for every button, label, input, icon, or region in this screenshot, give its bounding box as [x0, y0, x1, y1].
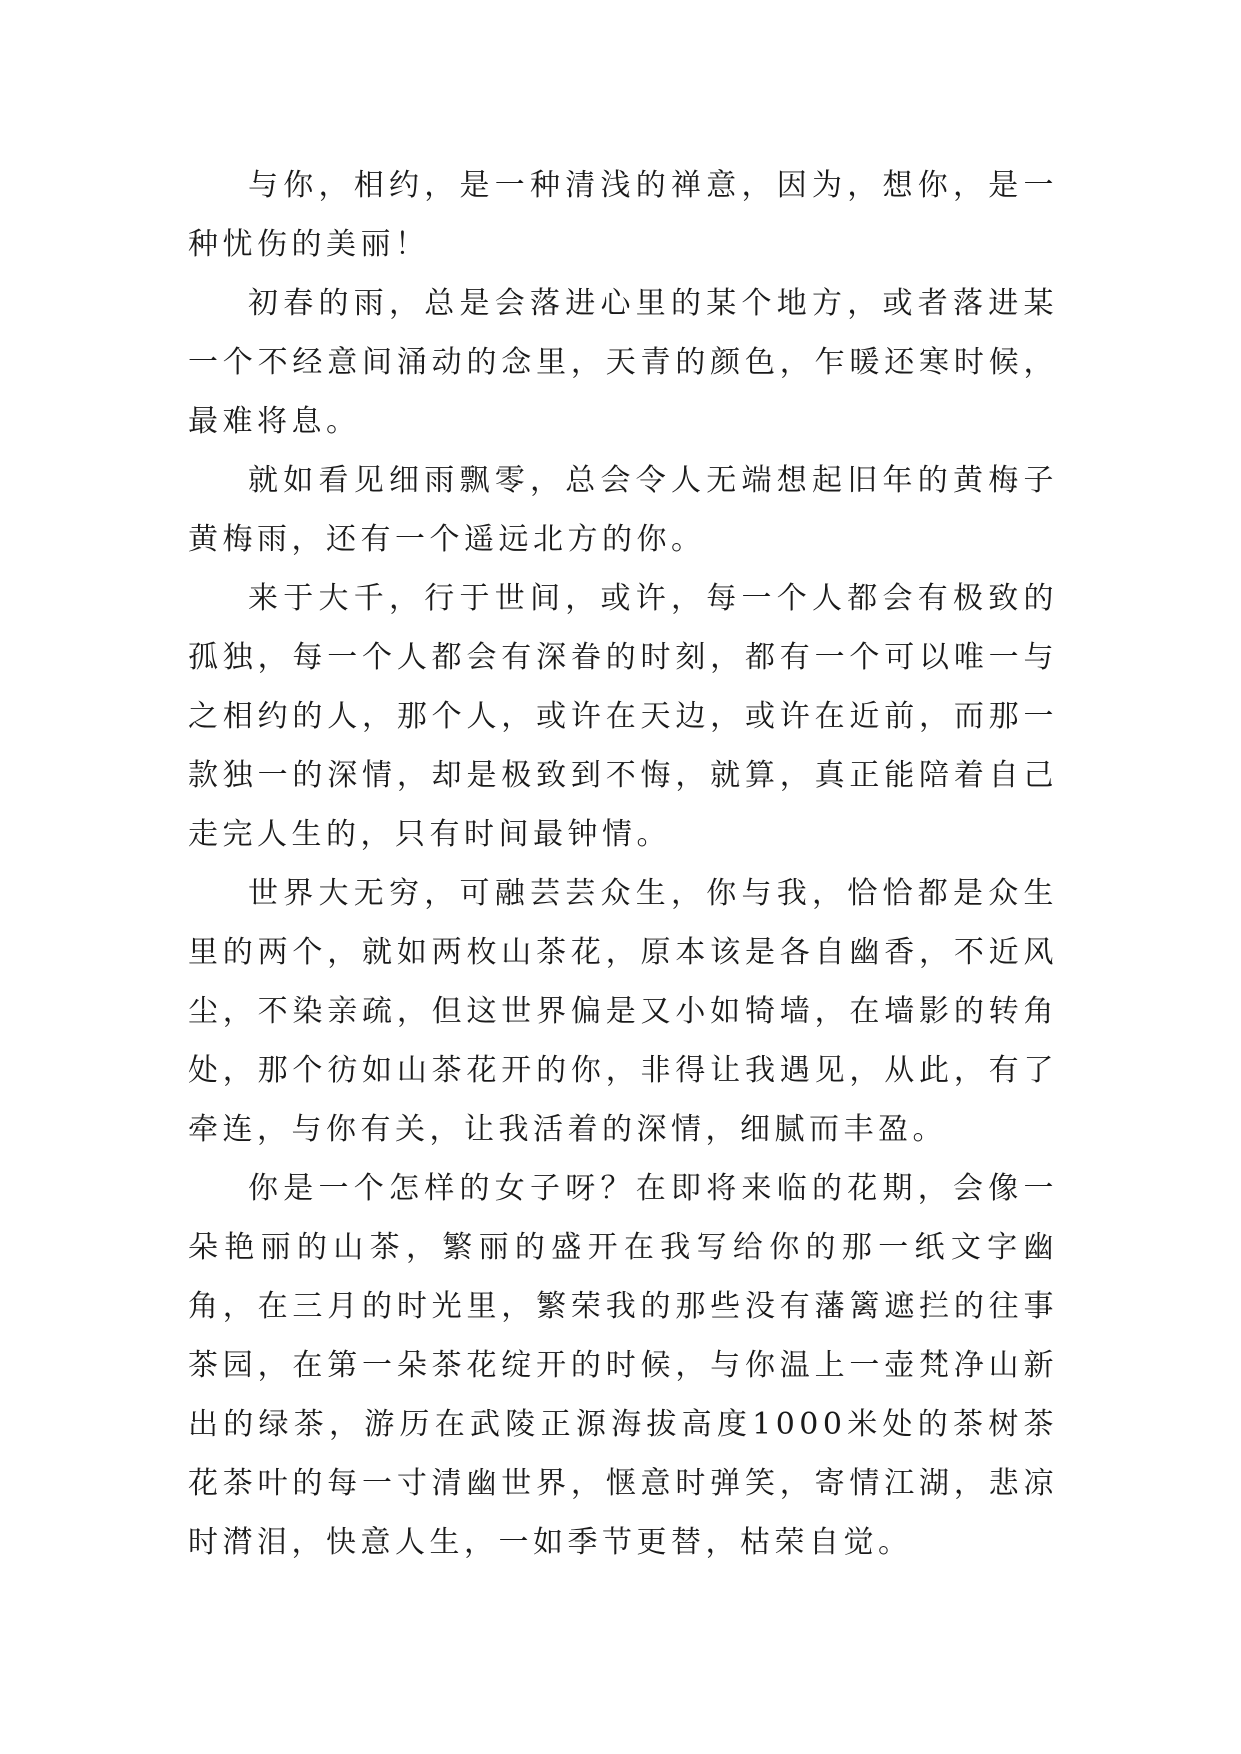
paragraph-6: 你是一个怎样的女子呀？在即将来临的花期，会像一朵艳丽的山茶，繁丽的盛开在我写给你的那一纸文字幽角，在三月的时光里，繁荣我的那些没有藩篱遮拦的往事茶园，在第一朵茶花绽开的时候，与你温上一壶梵净山新出的绿茶，游历在武陵正源海拔高度1000米处的茶树茶花茶叶的每一寸清幽世界，惬意时弹笑，寄情江湖，悲凉时潸泪，快意人生，一如季节更替，枯荣自觉。 — [188, 1171, 1058, 1560]
document-body — [188, 156, 1058, 1572]
paragraph-1: 与你，相约，是一种清浅的禅意，因为，想你，是一种忧伤的美丽！ — [188, 168, 1058, 262]
paragraph-5: 世界大无穷，可融芸芸众生，你与我，恰恰都是众生里的两个，就如两枚山茶花，原本该是各自幽香，不近风尘，不染亲疏，但这世界偏是又小如犄墙，在墙影的转角处，那个彷如山茶花开的你，非得让我遇见，从此，有了牵连，与你有关，让我活着的深情，细腻而丰盈。 — [188, 876, 1058, 1147]
paragraph-4: 来于大千，行于世间，或许，每一个人都会有极致的孤独，每一个人都会有深眷的时刻，都有一个可以唯一与之相约的人，那个人，或许在天边，或许在近前，而那一款独一的深情，却是极致到不悔，就算，真正能陪着自己走完人生的，只有时间最钟情。 — [188, 581, 1058, 852]
paragraph-3: 就如看见细雨飘零，总会令人无端想起旧年的黄梅子黄梅雨，还有一个遥远北方的你。 — [188, 463, 1058, 557]
paragraph-2: 初春的雨，总是会落进心里的某个地方，或者落进某一个不经意间涌动的念里，天青的颜色，乍暖还寒时候，最难将息。 — [188, 286, 1058, 439]
